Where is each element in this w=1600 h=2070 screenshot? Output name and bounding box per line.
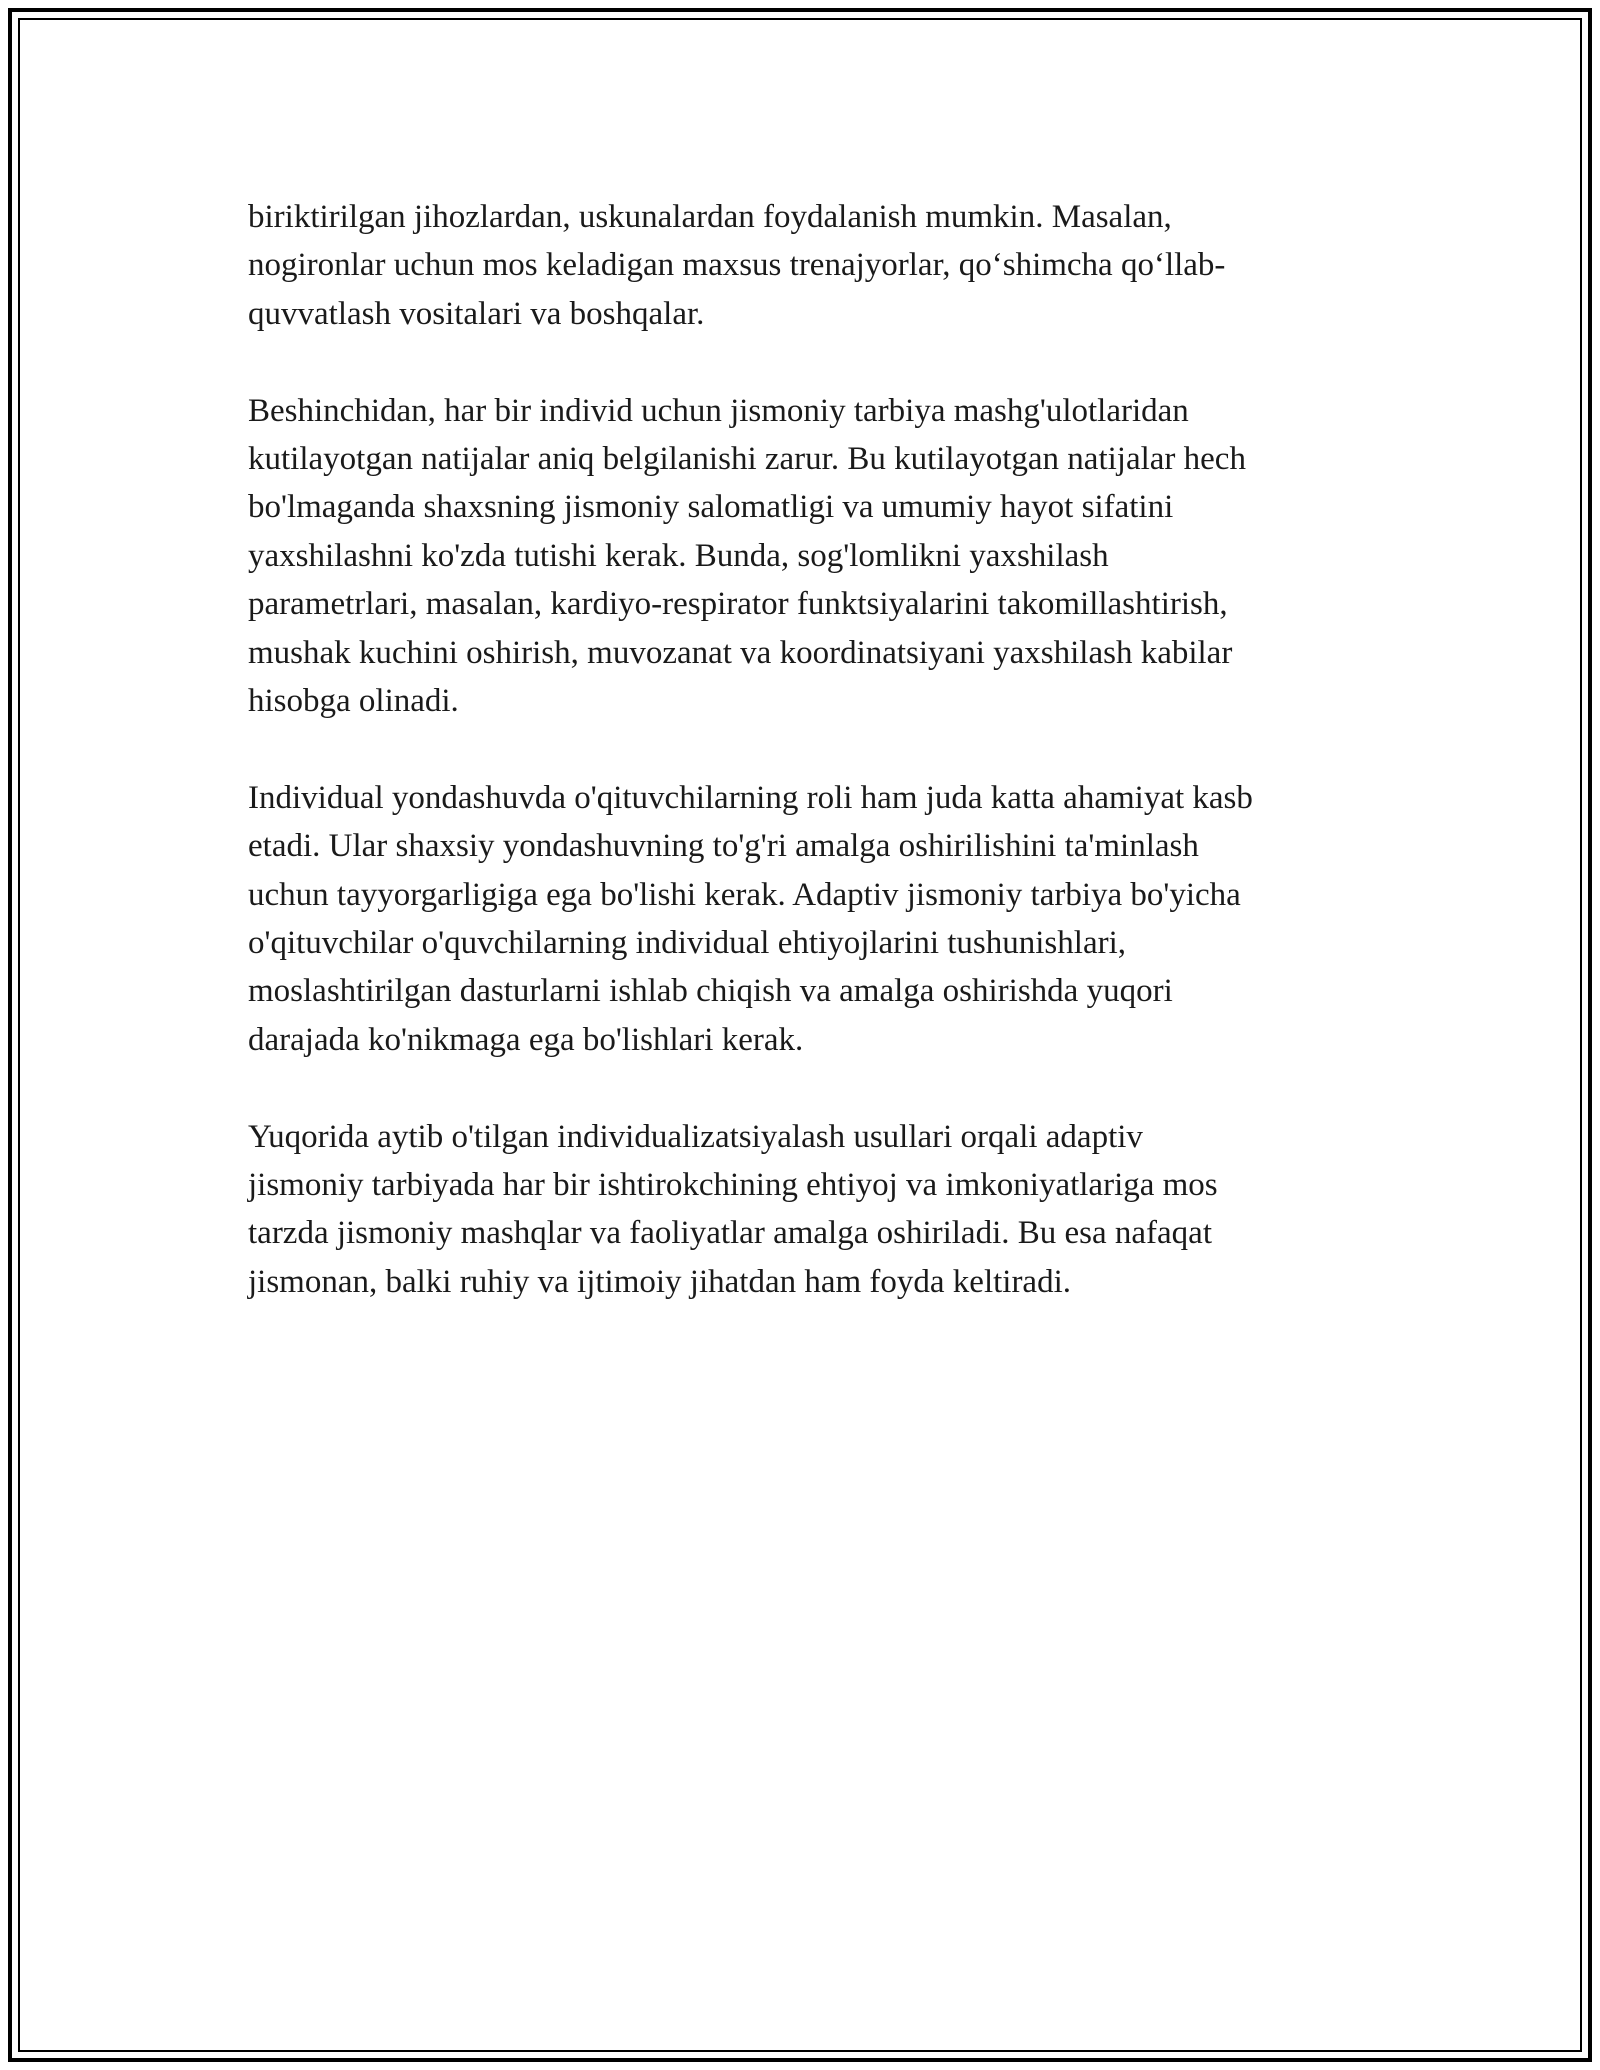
paragraph-line: moslashtirilgan dasturlarni ishlab chiqish va amalga oshirishda yuqori [248,973,1173,1010]
paragraph-line: bo'lmaganda shaxsning jismoniy salomatligi va umumiy hayot sifatini [248,489,1174,526]
paragraph-line: quvvatlash vositalari va boshqalar. [248,295,705,332]
paragraph-line: darajada ko'nikmaga ega bo'lishlari kerak. [248,1021,804,1058]
paragraph-line: Individual yondashuvda o'qituvchilarning roli ham juda katta ahamiyat kasb [248,779,1253,816]
paragraph-line: mushak kuchini oshirish, muvozanat va koordinatsiyani yaxshilash kabilar [248,634,1233,671]
paragraph-line: Yuqorida aytib o'tilgan individualizatsiyalash usullari orqali adaptiv [248,1118,1143,1155]
paragraph-line: yaxshilashni ko'zda tutishi kerak. Bunda, sog'lomlikni yaxshilash [248,537,1109,574]
paragraph-line: parametrlari, masalan, kardiyo-respirator funktsiyalarini takomillashtirish, [248,586,1228,623]
paragraph-2 [248,387,1378,726]
paragraph-line: o'qituvchilar o'quvchilarning individual ehtiyojlarini tushunishlari, [248,925,1126,962]
paragraph-line: uchun tayyorgarligiga ega bo'lishi kerak. Adaptiv jismoniy tarbiya bo'yicha [248,876,1241,913]
paragraph-4 [248,1113,1378,1307]
paragraph-3 [248,774,1378,1064]
paragraph-line: tarzda jismoniy mashqlar va faoliyatlar amalga oshiriladi. Bu esa nafaqat [248,1215,1212,1252]
paragraph-line: Beshinchidan, har bir individ uchun jismoniy tarbiya mashg'ulotlaridan [248,392,1189,429]
document-body [248,193,1378,1355]
paragraph-1 [248,193,1378,338]
paragraph-line: etadi. Ular shaxsiy yondashuvning to'g'ri amalga oshirilishini ta'minlash [248,828,1199,865]
paragraph-line: hisobga olinadi. [248,683,459,720]
paragraph-line: jismoniy tarbiyada har bir ishtirokchining ehtiyoj va imkoniyatlariga mos [248,1167,1218,1204]
paragraph-line: kutilayotgan natijalar aniq belgilanishi zarur. Bu kutilayotgan natijalar hech [248,441,1246,478]
page-border [8,8,1592,2062]
paragraph-line: nogironlar uchun mos keladigan maxsus trenajyorlar, qo‘shimcha qo‘llab- [248,247,1226,284]
paragraph-line: jismonan, balki ruhiy va ijtimoiy jihatdan ham foyda keltiradi. [248,1263,1072,1300]
paragraph-line: biriktirilgan jihozlardan, uskunalardan foydalanish mumkin. Masalan, [248,199,1172,235]
